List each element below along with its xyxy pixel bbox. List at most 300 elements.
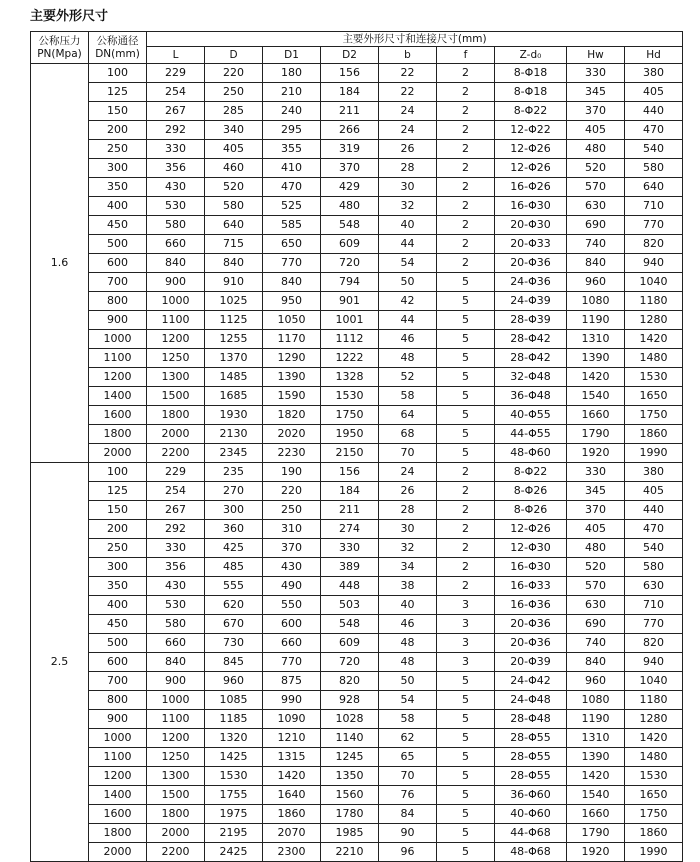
table-cell: 875 (263, 672, 321, 691)
table-cell: 1100 (89, 748, 147, 767)
table-cell: 220 (263, 482, 321, 501)
table-cell: 150 (89, 102, 147, 121)
table-cell: 2130 (205, 425, 263, 444)
table-cell: 600 (89, 653, 147, 672)
table-cell: 405 (625, 83, 683, 102)
pn-cell: 1.6 (31, 64, 89, 463)
table-cell: 2 (437, 83, 495, 102)
table-cell: 5 (437, 691, 495, 710)
table-cell: 630 (567, 596, 625, 615)
table-cell: 470 (625, 121, 683, 140)
table-cell: 190 (263, 463, 321, 482)
table-cell: 470 (263, 178, 321, 197)
table-cell: 380 (625, 463, 683, 482)
table-cell: 540 (625, 140, 683, 159)
table-cell: 740 (567, 634, 625, 653)
table-cell: 5 (437, 406, 495, 425)
header-dn-line2: DN(mm) (95, 47, 140, 60)
table-cell: 520 (567, 159, 625, 178)
table-cell: 48 (379, 634, 437, 653)
table-cell: 48-Φ60 (495, 444, 567, 463)
table-row (31, 634, 683, 653)
table-cell: 1660 (567, 805, 625, 824)
table-cell: 40 (379, 216, 437, 235)
table-cell: 901 (321, 292, 379, 311)
table-cell: 1400 (89, 387, 147, 406)
column-header: Hd (625, 47, 683, 64)
table-cell: 20-Φ30 (495, 216, 567, 235)
table-cell: 44-Φ55 (495, 425, 567, 444)
table-cell: 5 (437, 425, 495, 444)
table-cell: 34 (379, 558, 437, 577)
table-cell: 30 (379, 178, 437, 197)
table-cell: 1315 (263, 748, 321, 767)
table-row (31, 349, 683, 368)
table-cell: 44-Φ68 (495, 824, 567, 843)
table-cell: 48 (379, 349, 437, 368)
table-cell: 960 (567, 672, 625, 691)
table-cell: 630 (625, 577, 683, 596)
header-pn (31, 32, 89, 64)
table-cell: 1530 (205, 767, 263, 786)
table-cell: 1650 (625, 387, 683, 406)
table-cell: 410 (263, 159, 321, 178)
table-cell: 1790 (567, 824, 625, 843)
table-cell: 1001 (321, 311, 379, 330)
table-cell: 270 (205, 482, 263, 501)
table-cell: 1140 (321, 729, 379, 748)
table-cell: 440 (625, 501, 683, 520)
table-row (31, 83, 683, 102)
table-row (31, 520, 683, 539)
table-cell: 1000 (147, 292, 205, 311)
table-cell: 1320 (205, 729, 263, 748)
table-cell: 503 (321, 596, 379, 615)
table-cell: 640 (205, 216, 263, 235)
table-cell: 550 (263, 596, 321, 615)
table-cell: 2425 (205, 843, 263, 862)
table-cell: 5 (437, 330, 495, 349)
table-cell: 32-Φ48 (495, 368, 567, 387)
table-cell: 720 (321, 653, 379, 672)
table-cell: 330 (567, 64, 625, 83)
table-cell: 220 (205, 64, 263, 83)
table-cell: 450 (89, 216, 147, 235)
table-cell: 24 (379, 102, 437, 121)
table-cell: 845 (205, 653, 263, 672)
table-cell: 2300 (263, 843, 321, 862)
table-cell: 940 (625, 254, 683, 273)
table-cell: 520 (567, 558, 625, 577)
table-cell: 5 (437, 786, 495, 805)
table-cell: 26 (379, 140, 437, 159)
table-cell: 480 (567, 539, 625, 558)
table-cell: 820 (625, 235, 683, 254)
table-row (31, 159, 683, 178)
table-cell: 254 (147, 83, 205, 102)
table-cell: 125 (89, 482, 147, 501)
table-cell: 5 (437, 672, 495, 691)
table-cell: 2 (437, 463, 495, 482)
table-cell: 1640 (263, 786, 321, 805)
table-cell: 840 (205, 254, 263, 273)
table-cell: 1200 (89, 368, 147, 387)
table-cell: 440 (625, 102, 683, 121)
table-cell: 840 (567, 254, 625, 273)
table-cell: 229 (147, 463, 205, 482)
table-cell: 36-Φ60 (495, 786, 567, 805)
table-cell: 585 (263, 216, 321, 235)
table-cell: 235 (205, 463, 263, 482)
table-row (31, 368, 683, 387)
column-header: b (379, 47, 437, 64)
table-cell: 940 (625, 653, 683, 672)
table-row (31, 387, 683, 406)
table-cell: 1025 (205, 292, 263, 311)
table-cell: 46 (379, 615, 437, 634)
table-cell: 100 (89, 463, 147, 482)
table-cell: 650 (263, 235, 321, 254)
table-cell: 800 (89, 691, 147, 710)
column-header: L (147, 47, 205, 64)
table-row (31, 653, 683, 672)
table-cell: 12-Φ26 (495, 140, 567, 159)
table-cell: 28-Φ55 (495, 729, 567, 748)
table-cell: 770 (263, 653, 321, 672)
header-dn-line1: 公称通径 (96, 34, 139, 47)
table-cell: 2200 (147, 444, 205, 463)
table-cell: 90 (379, 824, 437, 843)
table-row (31, 64, 683, 83)
table-cell: 1590 (263, 387, 321, 406)
table-row (31, 425, 683, 444)
table-cell: 1530 (321, 387, 379, 406)
table-cell: 530 (147, 197, 205, 216)
table-cell: 1480 (625, 748, 683, 767)
table-cell: 3 (437, 596, 495, 615)
table-cell: 1800 (89, 824, 147, 843)
table-cell: 405 (567, 520, 625, 539)
table-row (31, 843, 683, 862)
table-cell: 1790 (567, 425, 625, 444)
table-cell: 1480 (625, 349, 683, 368)
table-cell: 2 (437, 501, 495, 520)
table-cell: 2 (437, 159, 495, 178)
table-cell: 1390 (567, 748, 625, 767)
table-cell: 990 (263, 691, 321, 710)
table-cell: 38 (379, 577, 437, 596)
table-cell: 156 (321, 64, 379, 83)
column-header: f (437, 47, 495, 64)
table-cell: 100 (89, 64, 147, 83)
table-cell: 570 (567, 178, 625, 197)
table-cell: 1985 (321, 824, 379, 843)
table-cell: 350 (89, 577, 147, 596)
column-header: D (205, 47, 263, 64)
table-cell: 40 (379, 596, 437, 615)
header-group: 主要外形尺寸和连接尺寸(mm) (147, 32, 683, 47)
table-cell: 28-Φ42 (495, 349, 567, 368)
table-cell: 389 (321, 558, 379, 577)
table-cell: 1500 (147, 786, 205, 805)
table-cell: 5 (437, 729, 495, 748)
table-cell: 52 (379, 368, 437, 387)
page-title: 主要外形尺寸 (30, 9, 109, 24)
table-cell: 1420 (567, 368, 625, 387)
table-cell: 1100 (147, 311, 205, 330)
table-cell: 1485 (205, 368, 263, 387)
table-cell: 58 (379, 387, 437, 406)
table-cell: 2 (437, 102, 495, 121)
table-cell: 1860 (263, 805, 321, 824)
table-cell: 620 (205, 596, 263, 615)
table-cell: 480 (321, 197, 379, 216)
table-cell: 28 (379, 501, 437, 520)
table-cell: 200 (89, 121, 147, 140)
table-row (31, 805, 683, 824)
table-cell: 1328 (321, 368, 379, 387)
table-cell: 580 (625, 159, 683, 178)
header-row-top (31, 32, 683, 47)
table-row (31, 235, 683, 254)
table-cell: 840 (147, 653, 205, 672)
table-cell: 710 (625, 596, 683, 615)
table-cell: 1860 (625, 824, 683, 843)
table-cell: 5 (437, 292, 495, 311)
table-cell: 28-Φ55 (495, 767, 567, 786)
table-cell: 345 (567, 482, 625, 501)
table-cell: 1390 (263, 368, 321, 387)
pn-cell: 2.5 (31, 463, 89, 862)
table-cell: 800 (89, 292, 147, 311)
table-cell: 211 (321, 501, 379, 520)
table-cell: 405 (205, 140, 263, 159)
table-cell: 300 (89, 159, 147, 178)
column-header: Hw (567, 47, 625, 64)
table-cell: 500 (89, 634, 147, 653)
table-cell: 1920 (567, 843, 625, 862)
table-cell: 1180 (625, 691, 683, 710)
table-cell: 1800 (147, 805, 205, 824)
table-cell: 1990 (625, 843, 683, 862)
table-row (31, 178, 683, 197)
header-pn-line1: 公称压力 (38, 34, 81, 47)
table-cell: 8-Φ18 (495, 64, 567, 83)
table-cell: 28-Φ39 (495, 311, 567, 330)
table-cell: 400 (89, 197, 147, 216)
table-cell: 820 (321, 672, 379, 691)
table-cell: 1660 (567, 406, 625, 425)
table-cell: 1540 (567, 786, 625, 805)
table-cell: 640 (625, 178, 683, 197)
table-cell: 350 (89, 178, 147, 197)
table-cell: 3 (437, 615, 495, 634)
table-row (31, 444, 683, 463)
header-dn (89, 32, 147, 64)
table-cell: 720 (321, 254, 379, 273)
table-cell: 580 (147, 216, 205, 235)
table-cell: 580 (205, 197, 263, 216)
table-cell: 630 (567, 197, 625, 216)
table-cell: 1685 (205, 387, 263, 406)
table-cell: 16-Φ30 (495, 197, 567, 216)
table-cell: 840 (147, 254, 205, 273)
table-cell: 274 (321, 520, 379, 539)
table-cell: 470 (625, 520, 683, 539)
table-cell: 5 (437, 273, 495, 292)
table-cell: 8-Φ26 (495, 501, 567, 520)
table-cell: 380 (625, 64, 683, 83)
table-cell: 2000 (147, 824, 205, 843)
table-cell: 64 (379, 406, 437, 425)
table-cell: 660 (263, 634, 321, 653)
table-cell: 1170 (263, 330, 321, 349)
table-cell: 2210 (321, 843, 379, 862)
table-cell: 345 (567, 83, 625, 102)
table-cell: 310 (263, 520, 321, 539)
table-cell: 16-Φ33 (495, 577, 567, 596)
table-row (31, 197, 683, 216)
table-cell: 24-Φ48 (495, 691, 567, 710)
table-cell: 690 (567, 216, 625, 235)
table-cell: 8-Φ18 (495, 83, 567, 102)
table-cell: 356 (147, 558, 205, 577)
table-cell: 250 (263, 501, 321, 520)
table-cell: 1310 (567, 729, 625, 748)
table-cell: 184 (321, 83, 379, 102)
table-cell: 76 (379, 786, 437, 805)
table-cell: 1028 (321, 710, 379, 729)
table-cell: 240 (263, 102, 321, 121)
table-cell: 5 (437, 444, 495, 463)
table-cell: 70 (379, 444, 437, 463)
table-cell: 600 (263, 615, 321, 634)
table-cell: 125 (89, 83, 147, 102)
table-row (31, 672, 683, 691)
table-cell: 229 (147, 64, 205, 83)
table-cell: 20-Φ33 (495, 235, 567, 254)
header-pn-line2: PN(Mpa) (37, 47, 82, 60)
table-cell: 1530 (625, 368, 683, 387)
table-cell: 1300 (147, 368, 205, 387)
table-row (31, 482, 683, 501)
table-cell: 210 (263, 83, 321, 102)
table-cell: 430 (147, 178, 205, 197)
table-cell: 700 (89, 672, 147, 691)
table-cell: 1420 (263, 767, 321, 786)
table-cell: 24-Φ36 (495, 273, 567, 292)
table-cell: 42 (379, 292, 437, 311)
table-cell: 715 (205, 235, 263, 254)
table-cell: 1820 (263, 406, 321, 425)
table-cell: 1190 (567, 710, 625, 729)
table-cell: 2 (437, 121, 495, 140)
table-cell: 5 (437, 824, 495, 843)
table-cell: 1250 (147, 748, 205, 767)
table-cell: 26 (379, 482, 437, 501)
table-cell: 360 (205, 520, 263, 539)
table-cell: 1420 (625, 330, 683, 349)
table-cell: 2 (437, 520, 495, 539)
table-cell: 370 (321, 159, 379, 178)
table-cell: 24 (379, 463, 437, 482)
table-cell: 500 (89, 235, 147, 254)
table-cell: 5 (437, 748, 495, 767)
table-cell: 2 (437, 482, 495, 501)
table-cell: 32 (379, 539, 437, 558)
table-cell: 16-Φ30 (495, 558, 567, 577)
table-cell: 1370 (205, 349, 263, 368)
table-cell: 3 (437, 653, 495, 672)
table-cell: 5 (437, 843, 495, 862)
table-cell: 5 (437, 767, 495, 786)
table-cell: 58 (379, 710, 437, 729)
table-cell: 770 (263, 254, 321, 273)
table-cell: 1975 (205, 805, 263, 824)
table-cell: 548 (321, 216, 379, 235)
table-cell: 2 (437, 235, 495, 254)
table-cell: 2 (437, 216, 495, 235)
table-cell: 54 (379, 254, 437, 273)
table-cell: 840 (567, 653, 625, 672)
table-row (31, 767, 683, 786)
table-cell: 525 (263, 197, 321, 216)
table-cell: 1280 (625, 311, 683, 330)
table-cell: 910 (205, 273, 263, 292)
table-cell: 1050 (263, 311, 321, 330)
table-cell: 68 (379, 425, 437, 444)
table-cell: 660 (147, 235, 205, 254)
table-row (31, 786, 683, 805)
table-cell: 2 (437, 140, 495, 159)
table-cell: 1000 (89, 729, 147, 748)
table-cell: 548 (321, 615, 379, 634)
table-cell: 700 (89, 273, 147, 292)
table-cell: 12-Φ26 (495, 520, 567, 539)
table-cell: 580 (147, 615, 205, 634)
table-cell: 12-Φ26 (495, 159, 567, 178)
table-cell: 2 (437, 178, 495, 197)
table-cell: 1990 (625, 444, 683, 463)
table-cell: 330 (147, 140, 205, 159)
table-cell: 5 (437, 387, 495, 406)
table-cell: 20-Φ36 (495, 634, 567, 653)
table-cell: 340 (205, 121, 263, 140)
table-cell: 1000 (89, 330, 147, 349)
table-cell: 2000 (89, 843, 147, 862)
table-row (31, 406, 683, 425)
table-cell: 2 (437, 577, 495, 596)
table-cell: 1600 (89, 805, 147, 824)
table-cell: 54 (379, 691, 437, 710)
table-cell: 960 (567, 273, 625, 292)
table-cell: 330 (321, 539, 379, 558)
table-cell: 1200 (147, 729, 205, 748)
table-cell: 250 (205, 83, 263, 102)
table-cell: 16-Φ26 (495, 178, 567, 197)
table-cell: 2200 (147, 843, 205, 862)
table-cell: 1250 (147, 349, 205, 368)
table-cell: 356 (147, 159, 205, 178)
table-cell: 40-Φ60 (495, 805, 567, 824)
table-cell: 2 (437, 64, 495, 83)
column-header: Z-d₀ (495, 47, 567, 64)
table-cell: 20-Φ36 (495, 615, 567, 634)
table-cell: 2 (437, 254, 495, 273)
table-cell: 840 (263, 273, 321, 292)
table-cell: 1500 (147, 387, 205, 406)
table-cell: 150 (89, 501, 147, 520)
